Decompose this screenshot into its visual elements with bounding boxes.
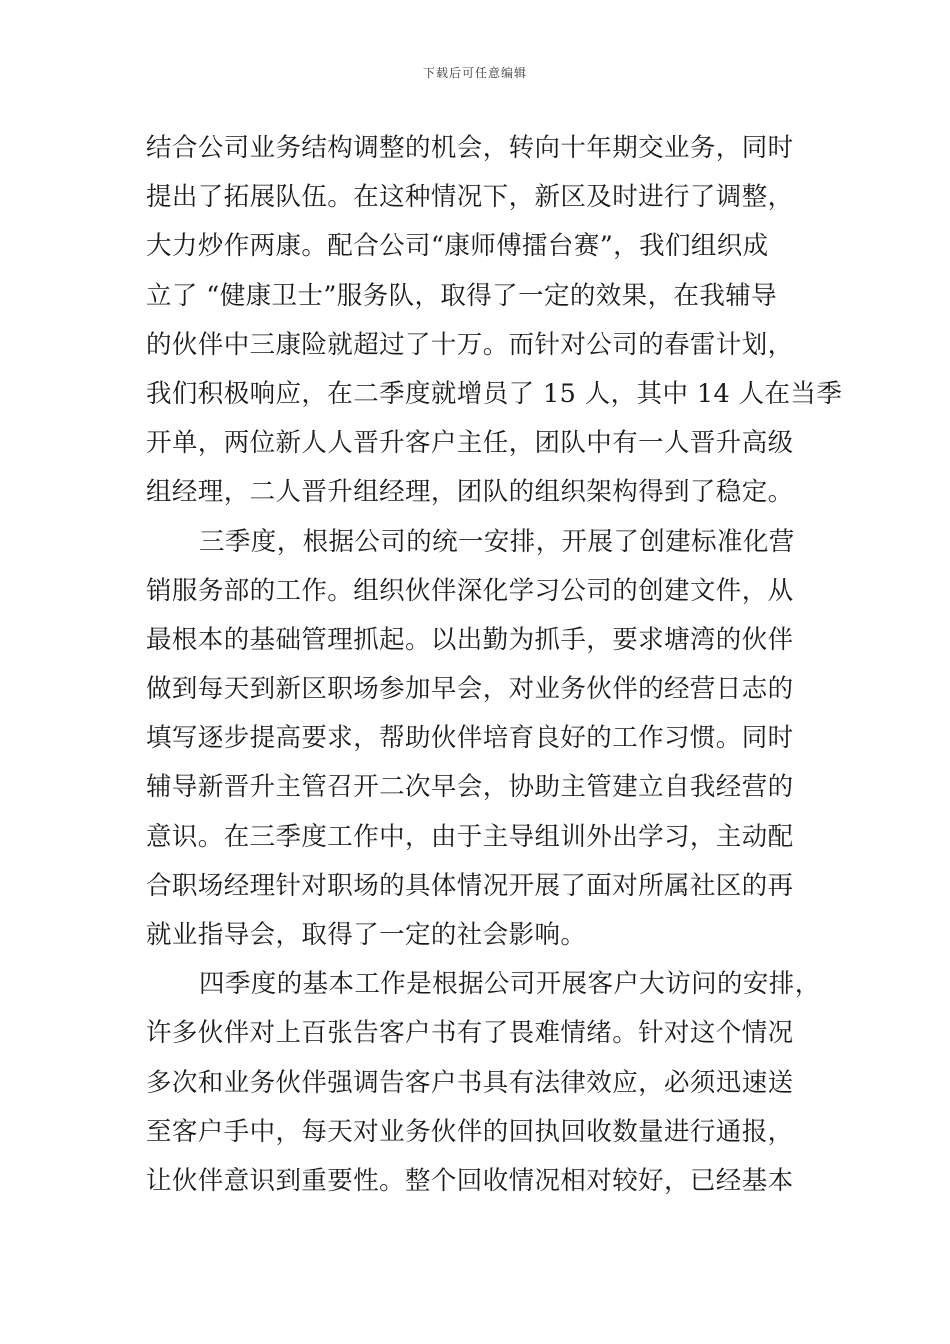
text-line: 组经理，二人晋升组经理，团队的组织架构得到了稳定。 [146, 477, 794, 508]
document-body [146, 124, 843, 1206]
text-line: 就业指导会，取得了一定的社会影响。 [146, 920, 587, 950]
paragraph-2 [146, 518, 816, 961]
text-line: 辅导新晋升主管召开二次早会，协助主管建立自我经营的 [146, 772, 794, 803]
text-line: 我们积极响应，在二季度就增员了 15 人，其中 14 人在当季 [146, 378, 843, 409]
text-line: 多次和业务伙伴强调告客户书具有法律效应，必须迅速送 [146, 1067, 794, 1098]
text-line: 至客户手中，每天对业务伙伴的回执回收数量进行通报， [146, 1116, 794, 1147]
paragraph-3 [146, 960, 821, 1206]
text-line: 许多伙伴对上百张告客户书有了畏难情绪。针对这个情况 [146, 1018, 794, 1049]
text-line: 大力炒作两康。配合公司“康师傅擂台赛”，我们组织成 [146, 231, 769, 262]
text-line: 开单，两位新人人晋升客户主任，团队中有一人晋升高级 [146, 428, 794, 459]
text-line: 的伙伴中三康险就超过了十万。而针对公司的春雷计划， [146, 329, 794, 360]
text-line: 销服务部的工作。组织伙伴深化学习公司的创建文件，从 [146, 575, 794, 606]
text-line: 做到每天到新区职场参加早会，对业务伙伴的经营日志的 [146, 674, 794, 705]
text-line: 最根本的基础管理抓起。以出勤为抓手，要求塘湾的伙伴 [146, 624, 794, 655]
text-line: 结合公司业务结构调整的机会，转向十年期交业务，同时 [146, 133, 794, 163]
text-line: 四季度的基本工作是根据公司开展客户大访问的安排， [199, 969, 821, 1000]
text-line: 填写逐步提高要求，帮助伙伴培育良好的工作习惯。同时 [146, 723, 794, 754]
text-line: 立了 “健康卫士”服务队，取得了一定的效果，在我辅导 [146, 280, 778, 311]
text-line: 三季度，根据公司的统一安排，开展了创建标准化营 [199, 526, 795, 557]
paragraph-1 [146, 124, 843, 518]
text-line: 合职场经理针对职场的具体情况开展了面对所属社区的再 [146, 870, 794, 901]
text-line: 让伙伴意识到重要性。整个回收情况相对较好，已经基本 [146, 1165, 794, 1196]
page-header: 下载后可任意编辑 [422, 66, 527, 80]
text-line: 意识。在三季度工作中，由于主导组训外出学习，主动配 [146, 821, 794, 852]
text-line: 提出了拓展队伍。在这种情况下，新区及时进行了调整， [146, 182, 794, 213]
